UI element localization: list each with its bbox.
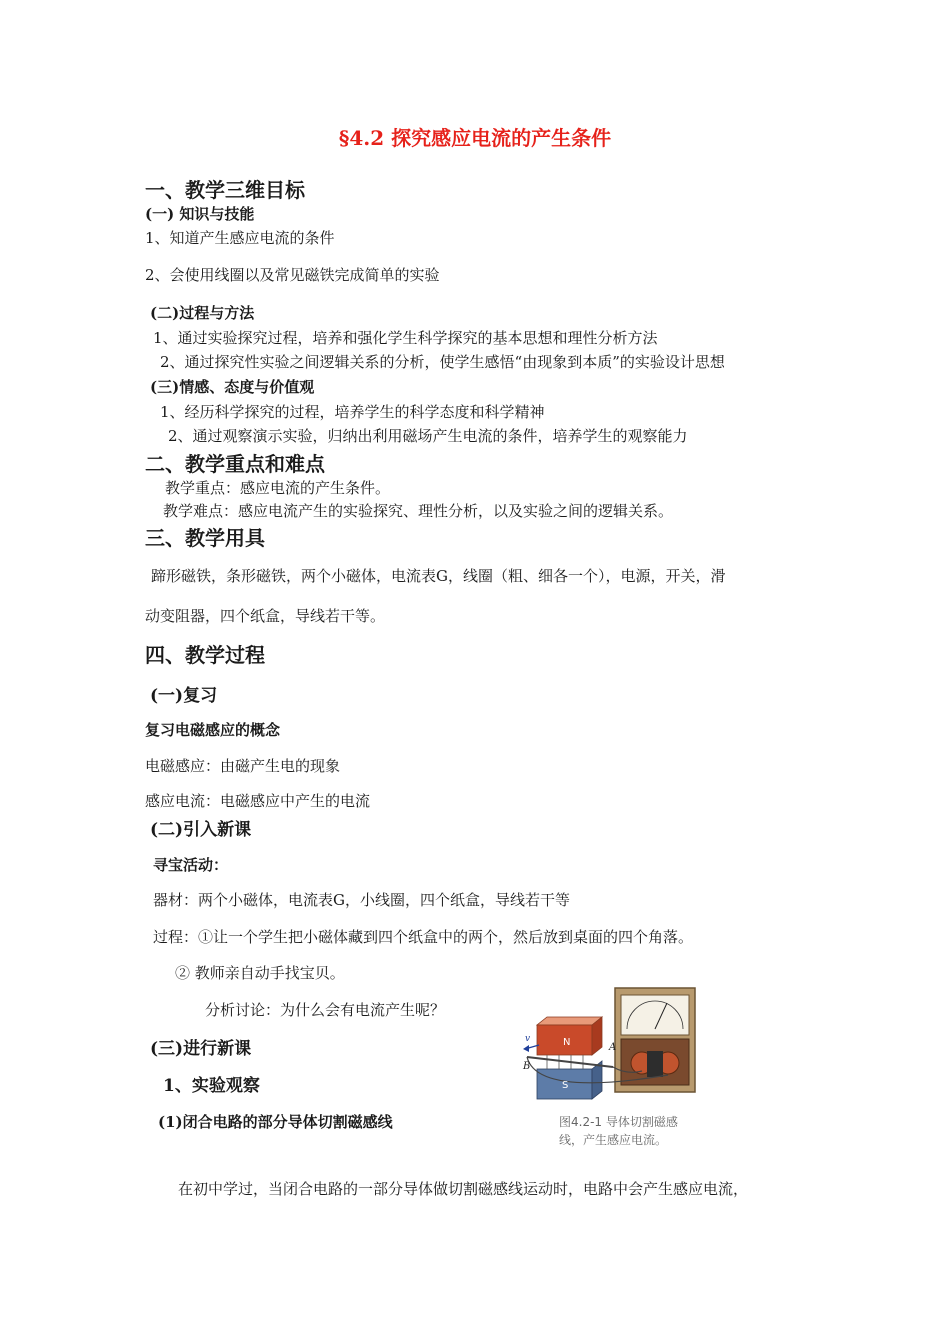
tools-text: 蹄形磁铁，条形磁铁，两个小磁体，电流表G，线圈（粗、细各一个），电源，开关，滑: [151, 567, 726, 585]
section-heading-process: 四、教学过程: [145, 643, 265, 667]
materials-text: 器材：两个小磁体，电流表G，小线圈，四个纸盒，导线若干等: [153, 891, 570, 909]
subheading-review: (一)复习: [150, 686, 218, 706]
experiment-subheading: (1)闭合电路的部分导体切割磁感线: [158, 1113, 393, 1131]
discussion-text: 分析讨论：为什么会有电流产生呢？: [205, 1001, 446, 1019]
figure-caption: 线，产生感应电流。: [559, 1133, 668, 1147]
page-title: §4.2 探究感应电流的产生条件: [338, 126, 612, 150]
label-v: v: [525, 1034, 531, 1044]
definition-induced-current: 感应电流：电磁感应中产生的电流: [145, 792, 371, 810]
subheading-intro: (二)引入新课: [150, 820, 252, 840]
body-text: 在初中学过，当闭合电路的一部分导体做切割磁感线运动时，电路中会产生感应电流，: [178, 1180, 749, 1198]
tools-text: 动变阻器，四个纸盒，导线若干等。: [145, 607, 386, 625]
process-step: ② 教师亲自动手找宝贝。: [175, 964, 345, 982]
figure-caption: 图4.2-1 导体切割磁感: [559, 1115, 678, 1129]
difficult-point: 教学难点：感应电流产生的实验探究、理性分析，以及实验之间的逻辑关系。: [163, 502, 674, 520]
experiment-heading: 1、实验观察: [163, 1076, 260, 1096]
goal-item: 1、经历科学探究的过程，培养学生的科学态度和科学精神: [160, 403, 545, 421]
goal-item: 1、通过实验探究过程，培养和强化学生科学探究的基本思想和理性分析方法: [153, 329, 658, 347]
goal-item: 2、通过观察演示实验，归纳出利用磁场产生电流的条件，培养学生的观察能力: [168, 427, 688, 445]
subheading-process: (二)过程与方法: [150, 304, 255, 322]
goal-item: 2、会使用线圈以及常见磁铁完成简单的实验: [145, 266, 440, 284]
goal-item: 2、通过探究性实验之间逻辑关系的分析，使学生感悟“由现象到本质”的实验设计思想: [160, 353, 725, 371]
subheading-knowledge: (一) 知识与技能: [145, 205, 255, 223]
section-heading-key-points: 二、教学重点和难点: [145, 452, 325, 476]
key-point: 教学重点：感应电流的产生条件。: [165, 479, 391, 497]
subheading-values: (三)情感、态度与价值观: [150, 378, 315, 396]
definition-em-induction: 电磁感应：由磁产生电的现象: [145, 757, 341, 775]
conductor-wire: [527, 1057, 613, 1067]
treasure-activity: 寻宝活动：: [153, 856, 229, 874]
review-concept: 复习电磁感应的概念: [145, 721, 281, 739]
subheading-new-lesson: (三)进行新课: [150, 1039, 252, 1059]
label-n: N: [563, 1037, 571, 1048]
section-heading-goals: 一、教学三维目标: [145, 178, 305, 202]
label-a: A: [609, 1042, 617, 1053]
goal-item: 1、知道产生感应电流的条件: [145, 229, 335, 247]
process-text: 过程：①让一个学生把小磁体藏到四个纸盒中的两个，然后放到桌面的四个角落。: [153, 928, 694, 946]
label-b: B: [523, 1061, 531, 1072]
section-heading-tools: 三、教学用具: [145, 526, 265, 550]
label-s: S: [562, 1080, 569, 1091]
